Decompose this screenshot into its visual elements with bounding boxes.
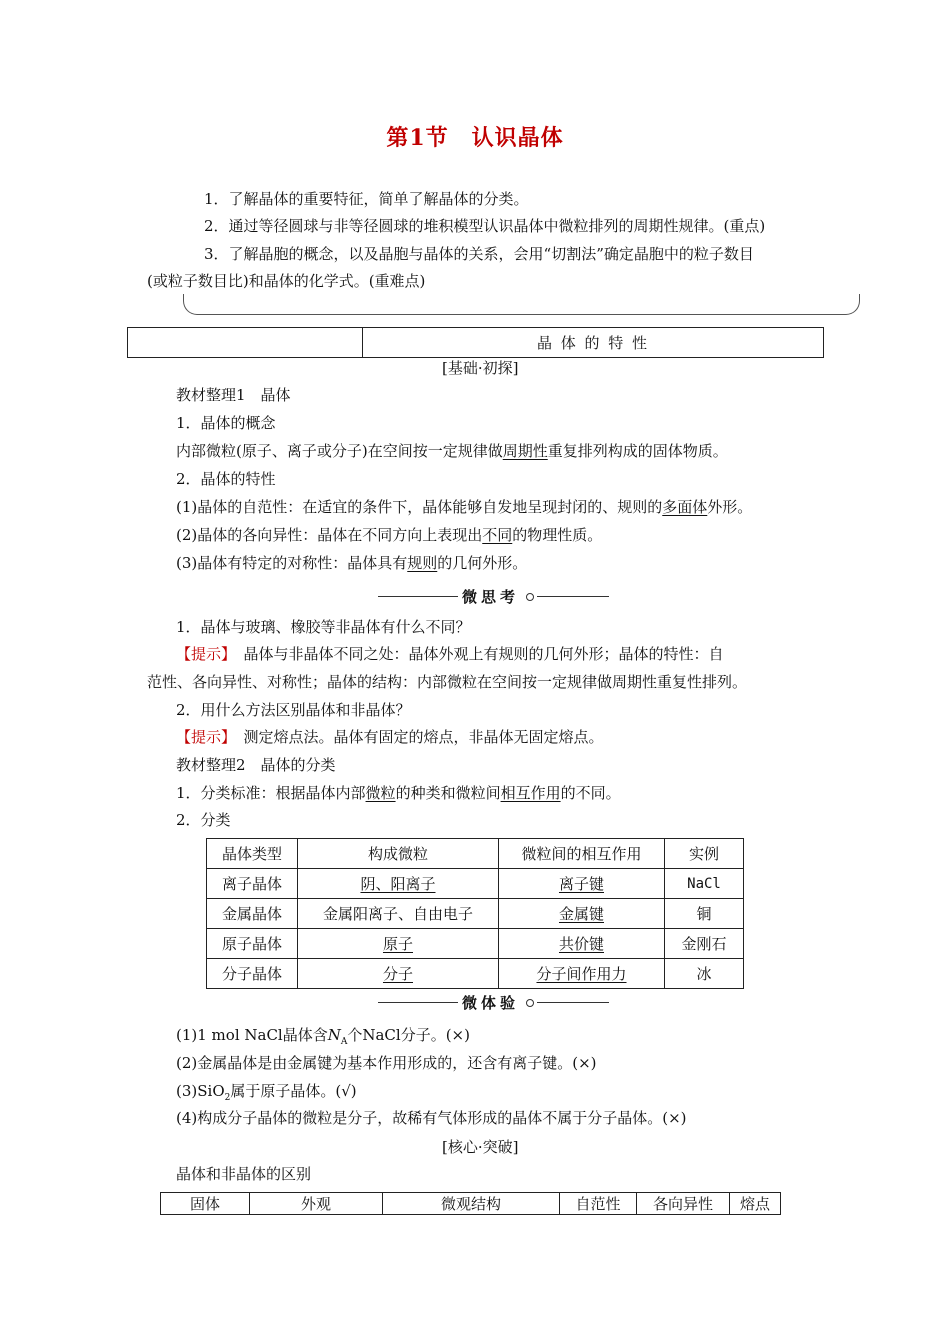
- module-1-title: 教材整理1 晶体: [176, 386, 291, 404]
- table-header: 各向异性: [637, 1193, 730, 1215]
- classification-standard: 1．分类标准：根据晶体内部微粒的种类和微粒间相互作用的不同。: [176, 784, 621, 802]
- table-cell: NaCl: [665, 869, 744, 899]
- property-3: (3)晶体有特定的对称性：晶体具有规则的几何外形。: [176, 554, 528, 572]
- table-cell: 共价键: [558, 935, 604, 953]
- table-header: 构成微粒: [298, 839, 499, 869]
- table-cell: 金属阳离子、自由电子: [298, 899, 499, 929]
- question-1: 1．晶体与玻璃、橡胶等非晶体有什么不同？: [176, 618, 471, 636]
- table-header: 实例: [665, 839, 744, 869]
- comparison-table: [160, 1192, 781, 1215]
- table-cell: 阴、阳离子: [360, 875, 436, 893]
- exercise-2: (2)金属晶体是由金属键为基本作用形成的，还含有离子键。(×): [176, 1054, 597, 1072]
- objective-2: 2．通过等径圆球与非等径圆球的堆积模型认识晶体中微粒排列的周期性规律。(重点): [204, 217, 766, 235]
- think-header-label: 微思考: [462, 588, 520, 606]
- answer-2: 【提示】 测定熔点法。晶体有固定的熔点，非晶体无固定熔点。: [176, 728, 604, 746]
- table-header: 微观结构: [383, 1193, 560, 1215]
- tag-basic: [基础·初探]: [442, 359, 519, 377]
- table-cell: 分子: [382, 965, 413, 983]
- table-cell: 离子晶体: [207, 869, 298, 899]
- objective-3-cont: (或粒子数目比)和晶体的化学式。(重难点): [147, 272, 426, 290]
- exercise-4: (4)构成分子晶体的微粒是分子，故稀有气体形成的晶体不属于分子晶体。(×): [176, 1109, 687, 1127]
- table-header-row: [161, 1193, 781, 1215]
- table-header: 自范性: [560, 1193, 637, 1215]
- table-cell: 原子晶体: [207, 929, 298, 959]
- property-2: (2)晶体的各向异性：晶体在不同方向上表现出不同的物理性质。: [176, 526, 603, 544]
- table-header: 固体: [161, 1193, 250, 1215]
- classification-heading: 2．分类: [176, 811, 231, 829]
- table-cell: 分子晶体: [207, 959, 298, 989]
- answer-1-line-1: 【提示】 晶体与非晶体不同之处：晶体外观上有规则的几何外形；晶体的特性：自: [176, 645, 724, 663]
- table-header: 晶体类型: [207, 839, 298, 869]
- hint-label: 【提示】: [176, 645, 229, 663]
- classification-table: [206, 838, 744, 989]
- section-band-title: 晶 体 的 特 性: [363, 328, 824, 358]
- exercise-1: (1)1 mol NaCl晶体含$N_A$个NaCl分子。(×): [176, 1026, 470, 1047]
- objectives-brace: [183, 294, 860, 315]
- experience-header: [378, 992, 609, 1013]
- table-cell: 金属晶体: [207, 899, 298, 929]
- page-title: 第1节 认识晶体: [386, 125, 564, 151]
- concept-heading: 1．晶体的概念: [176, 414, 276, 432]
- table-cell: 铜: [665, 899, 744, 929]
- table-header: 外观: [250, 1193, 383, 1215]
- property-heading: 2．晶体的特性: [176, 470, 276, 488]
- table-cell: 金刚石: [665, 929, 744, 959]
- objective-1: 1．了解晶体的重要特征，简单了解晶体的分类。: [204, 190, 529, 208]
- section-band: [127, 327, 824, 358]
- core-title: 晶体和非晶体的区别: [176, 1165, 312, 1183]
- table-row: [207, 929, 744, 959]
- exercise-3: (3)SiO$_2$属于原子晶体。(√): [176, 1082, 357, 1103]
- question-2: 2．用什么方法区别晶体和非晶体？: [176, 701, 411, 719]
- table-header-row: [207, 839, 744, 869]
- table-cell: 冰: [665, 959, 744, 989]
- experience-header-label: 微体验: [462, 994, 520, 1012]
- table-header: 熔点: [730, 1193, 781, 1215]
- table-header: 微粒间的相互作用: [499, 839, 665, 869]
- table-row: [207, 959, 744, 989]
- table-cell: 分子间作用力: [536, 965, 627, 983]
- table-cell: 离子键: [558, 875, 604, 893]
- hint-label: 【提示】: [176, 728, 229, 746]
- module-2-title: 教材整理2 晶体的分类: [176, 756, 336, 774]
- concept-text: 内部微粒(原子、离子或分子)在空间按一定规律做周期性重复排列构成的固体物质。: [176, 442, 728, 460]
- property-1: (1)晶体的自范性：在适宜的条件下，晶体能够自发地呈现封闭的、规则的多面体外形。: [176, 498, 753, 516]
- answer-1-line-2: 范性、各向异性、对称性；晶体的结构：内部微粒在空间按一定规律做周期性重复性排列。: [147, 673, 748, 691]
- table-cell: 金属键: [558, 905, 604, 923]
- table-cell: 原子: [382, 935, 413, 953]
- objective-3: 3．了解晶胞的概念，以及晶胞与晶体的关系，会用“切割法”确定晶胞中的粒子数目: [204, 245, 754, 263]
- table-row: [207, 899, 744, 929]
- section-band-left: [128, 328, 363, 358]
- table-row: [207, 869, 744, 899]
- think-header: [378, 586, 609, 607]
- tag-core: [核心·突破]: [442, 1138, 519, 1156]
